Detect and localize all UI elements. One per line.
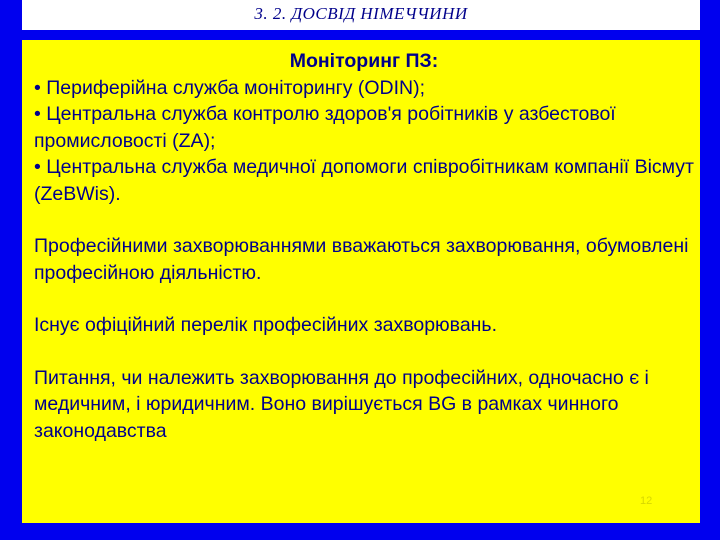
bullet-item: • Центральна служба медичної допомоги співробітникам компанії Вісмут (ZeBWis). [34,156,694,205]
slide-title: 3. 2. ДОСВІД НІМЕЧЧИНИ [254,4,468,23]
paragraph-occupational-diseases: Професійними захворюваннями вважаються захворювання, обумовлені професійною діяльністю. [34,235,689,284]
paragraph-legal-medical: Питання, чи належить захворювання до професійних, одночасно є і медичним, і юридичним. Воно вирішується BG в рамках чинного законодавства [34,366,649,442]
bullet-item: • Центральна служба контролю здоров'я робітників у азбестової промисловості (ZA); [34,103,616,152]
section-heading: Моніторинг ПЗ: [289,50,439,72]
content-box [22,40,700,523]
slide-title-bar [22,0,700,30]
slide-number: 12 [640,495,653,507]
paragraph-official-list: Існує офіційний перелік професійних захворювань. [34,314,498,336]
slide-body [34,48,694,444]
bullet-item: • Периферійна служба моніторингу (ODIN); [34,76,426,99]
